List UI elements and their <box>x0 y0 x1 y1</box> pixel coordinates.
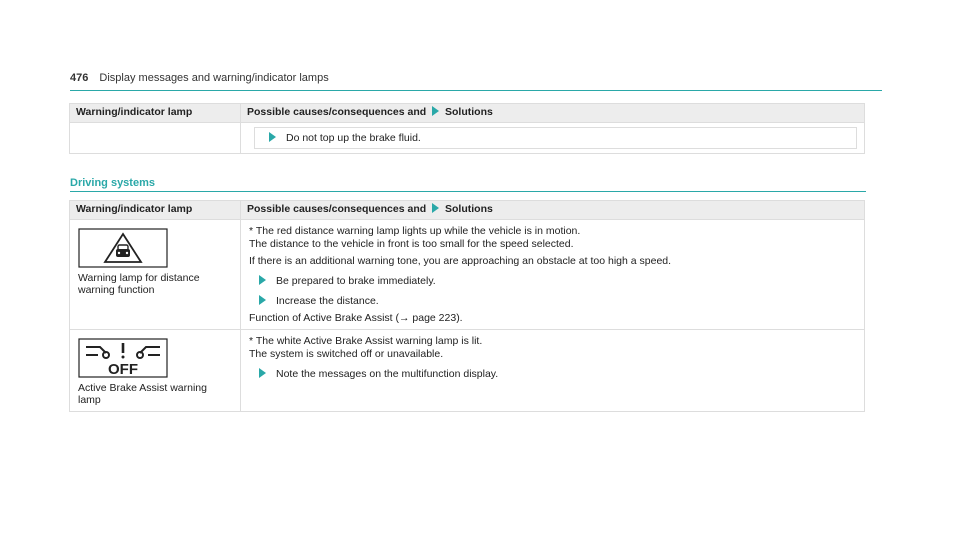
row1-reference: Function of Active Brake Assist (→ page 223). <box>249 312 463 324</box>
row1-content-cell <box>241 220 865 330</box>
table1-col2-header <box>241 104 865 123</box>
table-row <box>70 220 865 330</box>
table1-step-text: Do not top up the brake fluid. <box>286 132 421 144</box>
row1-line3: If there is an additional warning tone, you are approaching an obstacle at too high a speed. <box>249 255 672 267</box>
page-header-title: Display messages and warning/indicator lamps <box>99 72 329 84</box>
row1-lamp-cell <box>70 220 241 330</box>
row1-step2 <box>249 294 856 308</box>
row2-content-cell <box>241 330 865 412</box>
active-brake-assist-off-icon <box>78 338 168 378</box>
step-arrow-icon <box>259 368 266 378</box>
table1-col2-header-text: Possible causes/consequences and <box>247 106 427 118</box>
table1-col1-header: Warning/indicator lamp <box>70 104 241 123</box>
step-arrow-icon <box>269 132 276 142</box>
row2-line1: * The white Active Brake Assist warning lamp is lit. <box>249 335 483 347</box>
table2-col2-header <box>241 201 865 220</box>
table2-col2-header-solutions: Solutions <box>445 203 493 215</box>
distance-warning-lamp-icon <box>78 228 168 268</box>
table2-col2-header-text: Possible causes/consequences and <box>247 203 427 215</box>
solution-arrow-icon <box>432 106 439 116</box>
solution-arrow-icon <box>432 203 439 213</box>
step-arrow-icon <box>259 295 266 305</box>
table2-col1-header: Warning/indicator lamp <box>70 201 241 220</box>
table1-step-box <box>254 127 857 149</box>
driving-systems-table <box>69 200 865 412</box>
row1-line1: * The red distance warning lamp lights up while the vehicle is in motion. <box>249 225 581 237</box>
row1-step2-text: Increase the distance. <box>276 295 379 307</box>
row2-lamp-label: Active Brake Assist warning lamp <box>78 382 207 406</box>
row2-lamp-cell <box>70 330 241 412</box>
page-number: 476 <box>70 72 89 84</box>
step-arrow-icon <box>259 275 266 285</box>
section-title: Driving systems <box>70 177 866 192</box>
table-row <box>70 330 865 412</box>
table1-col2-header-solutions: Solutions <box>445 106 493 118</box>
row1-line2: The distance to the vehicle in front is too small for the speed selected. <box>249 238 574 250</box>
row2-step1-text: Note the messages on the multifunction display. <box>276 368 499 380</box>
page-header <box>70 72 882 91</box>
row1-step1 <box>249 274 856 288</box>
row2-line2: The system is switched off or unavailable. <box>249 348 444 360</box>
table1-lamp-cell <box>70 123 241 154</box>
row1-step1-text: Be prepared to brake immediately. <box>276 275 436 287</box>
brake-fluid-table <box>69 103 865 154</box>
icon-off-text: OFF <box>108 361 138 378</box>
table1-content-cell <box>241 123 865 154</box>
row2-step1 <box>249 367 856 381</box>
row1-lamp-label: Warning lamp for distance warning function <box>78 272 200 296</box>
